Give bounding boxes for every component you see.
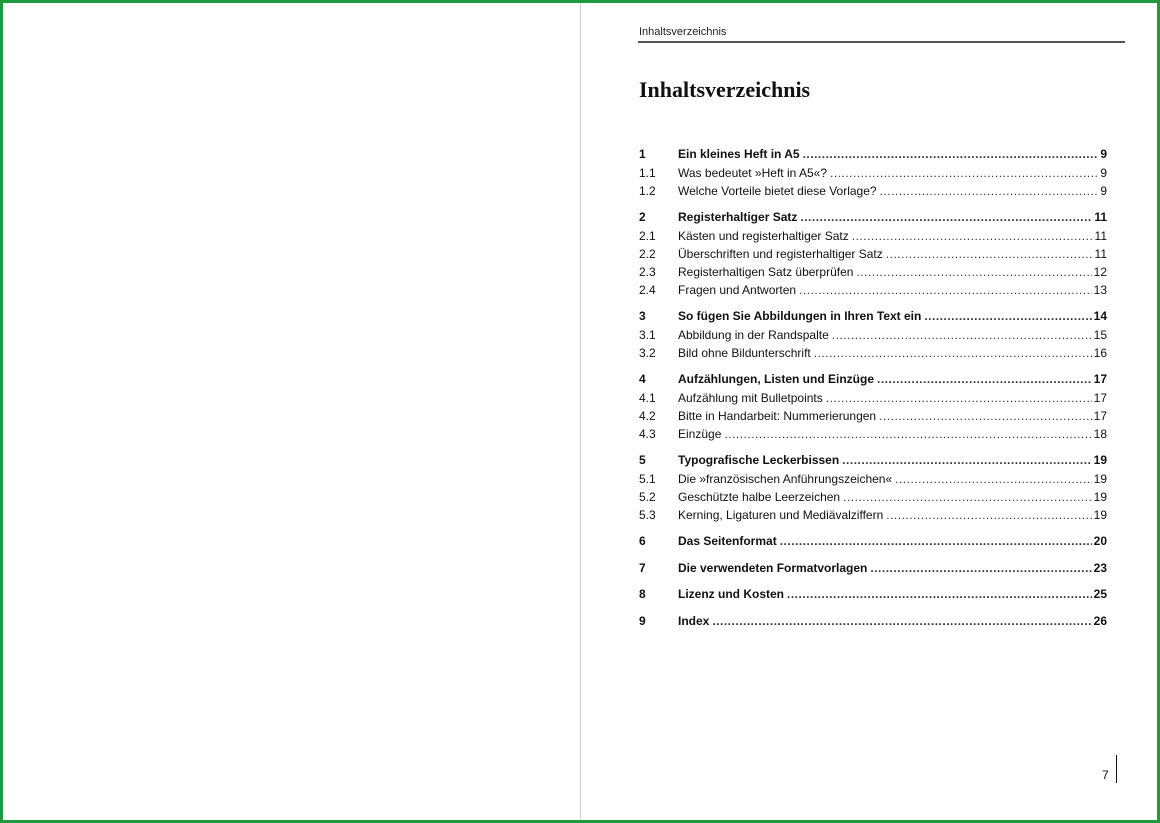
toc-entry-page: 23 [1093, 560, 1107, 575]
toc-entry[interactable] [639, 166, 1107, 184]
toc-leader-dots [877, 372, 1092, 386]
toc-entry-title: So fügen Sie Abbildungen in Ihren Text ein [678, 309, 922, 323]
toc-entry-title: Was bedeutet »Heft in A5«? [678, 166, 827, 180]
toc-leader-dots [879, 409, 1092, 423]
toc-entry[interactable] [639, 210, 1107, 228]
toc-entry-page: 26 [1093, 613, 1107, 628]
toc-entry[interactable] [639, 265, 1107, 283]
toc-entry-title: Kästen und registerhaltiger Satz [678, 229, 849, 243]
toc-entry-number: 4 [639, 372, 646, 386]
toc-entry-title: Einzüge [678, 427, 722, 441]
toc-entry-number: 8 [639, 587, 646, 601]
page-number: 7 [1102, 768, 1109, 782]
toc-entry-page: 17 [1093, 409, 1107, 423]
toc-entry-page: 9 [1100, 147, 1107, 161]
toc-leader-dots [800, 210, 1092, 224]
left-page [3, 3, 580, 820]
toc-entry-title: Das Seitenformat [678, 534, 777, 548]
toc-entry-number: 1.2 [639, 184, 656, 198]
toc-entry-number: 1.1 [639, 166, 656, 180]
toc-entry-title: Überschriften und registerhaltiger Satz [678, 247, 883, 261]
toc-entry-page: 19 [1093, 453, 1107, 467]
toc-entry[interactable] [639, 247, 1107, 265]
toc-entry-page: 17 [1093, 372, 1107, 386]
toc-entry-number: 6 [639, 534, 646, 548]
toc-entry-title: Welche Vorteile bietet diese Vorlage? [678, 184, 877, 198]
toc-entry-title: Bitte in Handarbeit: Nummerierungen [678, 409, 877, 423]
toc-entry-page: 18 [1093, 427, 1107, 441]
toc-title: Inhaltsverzeichnis [639, 77, 811, 102]
toc-entry-title: Aufzählungen, Listen und Einzüge [678, 372, 874, 386]
toc-entry-title: Registerhaltigen Satz überprüfen [678, 265, 854, 279]
toc-entry-page: 11 [1094, 229, 1107, 243]
toc-leader-dots [814, 346, 1092, 360]
toc-leader-dots [886, 508, 1091, 522]
toc-entry-page: 14 [1093, 309, 1107, 323]
toc-entry-title: Typografische Leckerbissen [678, 453, 840, 467]
toc-entry[interactable] [639, 328, 1107, 346]
toc-entry-number: 5.3 [639, 508, 656, 522]
toc-leader-dots [724, 427, 1091, 441]
toc-entry-page: 13 [1093, 283, 1107, 297]
toc-entry-number: 3.1 [639, 328, 656, 342]
toc-entry[interactable] [639, 309, 1107, 327]
toc-leader-dots [886, 247, 1093, 261]
toc-entry[interactable] [639, 229, 1107, 247]
header-rule [638, 41, 1125, 43]
toc-entry-number: 7 [639, 560, 646, 575]
toc-entry-title: Die »französischen Anführungszeichen« [678, 472, 893, 486]
toc-entry-number: 2.3 [639, 265, 656, 279]
toc-entry[interactable] [639, 346, 1107, 364]
toc-entry-number: 4.3 [639, 427, 656, 441]
toc-entry-title: Registerhaltiger Satz [678, 210, 798, 224]
toc-entry-number: 2.1 [639, 229, 656, 243]
toc-entry-number: 3 [639, 309, 646, 323]
toc-entry-number: 4.2 [639, 409, 656, 423]
toc-leader-dots [852, 229, 1093, 243]
toc-entry-page: 9 [1100, 184, 1107, 198]
toc-entry[interactable] [639, 427, 1107, 445]
toc-entry-title: Abbildung in der Randspalte [678, 328, 829, 342]
toc-entry-page: 16 [1093, 346, 1107, 360]
toc-entry[interactable] [639, 453, 1107, 471]
toc-entry-title: Ein kleines Heft in A5 [678, 147, 800, 161]
toc-entry-page: 19 [1093, 490, 1107, 504]
toc-entry[interactable] [639, 534, 1107, 552]
toc-leader-dots [842, 453, 1091, 467]
toc-entry-number: 2 [639, 210, 646, 224]
toc-leader-dots [856, 265, 1091, 279]
toc-leader-dots [787, 587, 1092, 601]
toc-entry-number: 2.4 [639, 283, 656, 297]
toc-leader-dots [712, 614, 1091, 628]
toc-entry-number: 5.1 [639, 472, 656, 486]
toc-leader-dots [870, 561, 1091, 575]
toc-entry-page: 20 [1093, 534, 1107, 548]
toc-entry-title: Die verwendeten Formatvorlagen [678, 560, 868, 575]
running-header: Inhaltsverzeichnis [639, 26, 727, 38]
toc-entry-page: 11 [1094, 210, 1107, 224]
toc-entry-title: Lizenz und Kosten [678, 587, 784, 601]
toc-leader-dots [826, 391, 1092, 405]
toc-entry[interactable] [639, 472, 1107, 490]
page-number-rule [1116, 755, 1117, 783]
toc-entry[interactable] [639, 561, 1107, 579]
toc-entry-page: 25 [1093, 587, 1107, 601]
toc-entry[interactable] [639, 147, 1107, 165]
toc-entry-title: Aufzählung mit Bulletpoints [678, 391, 823, 405]
toc-entry-title: Kerning, Ligaturen und Mediävalziffern [678, 508, 884, 522]
toc-entry[interactable] [639, 372, 1107, 390]
toc-leader-dots [924, 309, 1091, 323]
toc-leader-dots [843, 490, 1092, 504]
toc-entry[interactable] [639, 490, 1107, 508]
toc-entry-page: 19 [1093, 508, 1107, 522]
toc-entry-title: Bild ohne Bildunterschrift [678, 346, 811, 360]
toc-leader-dots [895, 472, 1092, 486]
toc-entry-number: 2.2 [639, 247, 656, 261]
toc-entry[interactable] [639, 391, 1107, 409]
toc-entry-number: 5 [639, 453, 646, 467]
toc-leader-dots [799, 283, 1092, 297]
toc-entry-title: Geschützte halbe Leerzeichen [678, 490, 841, 504]
toc-entry[interactable] [639, 184, 1107, 202]
toc-entry[interactable] [639, 409, 1107, 427]
toc-entry[interactable] [639, 587, 1107, 605]
toc-entry-page: 9 [1100, 166, 1107, 180]
toc-entry-page: 12 [1093, 265, 1107, 279]
right-page [581, 3, 1157, 820]
toc-leader-dots [880, 184, 1099, 198]
toc-entry[interactable] [639, 614, 1107, 632]
toc-leader-dots [803, 147, 1099, 161]
toc-entry-page: 19 [1093, 472, 1107, 486]
toc-entry-number: 5.2 [639, 490, 656, 504]
toc-entry-title: Fragen und Antworten [678, 283, 797, 297]
toc-entry[interactable] [639, 508, 1107, 526]
toc-leader-dots [780, 534, 1092, 548]
toc-entry-page: 11 [1094, 247, 1107, 261]
toc-entry[interactable] [639, 283, 1107, 301]
toc-entry-title: Index [678, 613, 710, 628]
toc-entry-number: 3.2 [639, 346, 656, 360]
toc-entry-number: 4.1 [639, 391, 656, 405]
toc-entry-page: 15 [1093, 328, 1107, 342]
toc-entry-page: 17 [1093, 391, 1107, 405]
toc-entry-number: 1 [639, 147, 646, 161]
toc-entry-number: 9 [639, 613, 646, 628]
toc-leader-dots [830, 166, 1098, 180]
toc-leader-dots [832, 328, 1092, 342]
